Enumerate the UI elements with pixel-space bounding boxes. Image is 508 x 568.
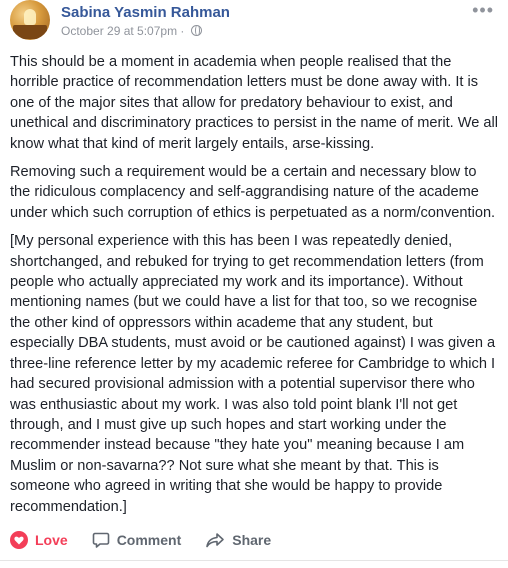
globe-icon [191, 25, 202, 36]
post-body [10, 52, 500, 525]
share-button[interactable] [205, 531, 271, 549]
love-button[interactable] [10, 531, 68, 549]
post-header [10, 0, 500, 42]
share-icon [205, 531, 225, 549]
author-name[interactable]: Sabina Yasmin Rahman [61, 4, 230, 21]
post-timestamp[interactable]: October 29 at 5:07pm [61, 24, 178, 38]
post-paragraph-1: This should be a moment in academia when people realised that the horrible practice of recommendation letters must be done away with. It is one of the major sites that allow for predatory behaviour to exist, and unethical and discriminatory practices to persist in the name of merit. We all know what that kind of merit largely entails, arse-kissing. [10, 54, 499, 152]
love-label: Love [35, 532, 68, 548]
share-label: Share [232, 532, 272, 548]
more-options-icon[interactable]: ••• [472, 0, 494, 20]
post-meta: October 29 at 5:07pm · [61, 24, 202, 38]
heart-icon [10, 531, 28, 549]
post-paragraph-2: Removing such a requirement would be a certain and necessary blow to the ridiculous complacency and self-aggrandising nature of the academe under which such corruption of ethics is perpetuated as a norm/convention. [10, 164, 496, 221]
avatar-base [13, 25, 47, 39]
comment-label: Comment [116, 532, 182, 548]
divider [0, 560, 508, 561]
post-paragraph-3: [My personal experience with this has been I was repeatedly denied, shortchanged, and rebuked for trying to get recommendation letters (from people who actually appreciated my work and its importance). Without mentioning names (but we could have a list for that too, so we recognise the other kind of oppressors within academe that any student, but especially DBA students, must avoid or be cautioned against) I was given a three-line reference letter by my academic referee for Cambridge to which I had secured provisional admission with a potential supervisor there who was enthusiastic about my work. I was also told point blank I'll not get through, and I must give up such hopes and start working under the recommender instead because "they hate you" meaning because I am Muslim or non-savarna?? Not sure what she meant by that. This is someone who agreed in writing that she would be happy to provide recommendation.] [10, 233, 496, 515]
comment-icon [92, 531, 110, 549]
post-actions [10, 524, 500, 556]
avatar-lamp-glow [24, 9, 36, 25]
avatar[interactable] [10, 0, 50, 40]
comment-button[interactable] [92, 531, 182, 549]
